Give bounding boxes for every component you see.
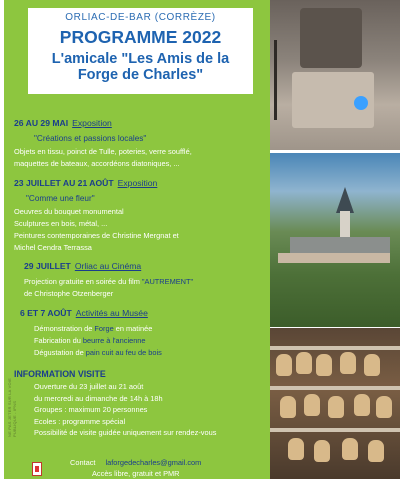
clog-shape	[280, 396, 296, 418]
visit-details: Ouverture du 23 juillet au 21 août du mercredi au dimanche de 14h à 18h Groupes : maximum 20 personnes Ecoles : programme spécial Possibilité de visite guidée uniquement sur rendez-vous	[34, 382, 217, 437]
section-may-exhibition	[14, 118, 272, 170]
section-summer-exhibition	[14, 178, 272, 254]
header-box	[26, 6, 255, 96]
event-date: 23 JUILLET AU 21 AOÛT	[14, 178, 114, 188]
forge-hood-shape	[300, 8, 362, 68]
event-link[interactable]: Orliac au Cinéma	[74, 261, 142, 271]
church-spire-shape	[336, 187, 354, 213]
side-notice: NE PAS JETER SUR LA VOIE PUBLIQUE - IPNS	[7, 378, 17, 437]
tool-shape	[274, 40, 277, 120]
place-label: ORLIAC-DE-BAR (CORRÈZE)	[65, 12, 216, 23]
section-museum	[14, 308, 272, 359]
section-heading	[20, 308, 272, 318]
clog-shape	[354, 394, 370, 416]
event-link[interactable]: Exposition	[72, 118, 112, 128]
fire-shape	[354, 96, 368, 110]
clogs-photo	[270, 328, 400, 479]
clog-shape	[276, 354, 292, 376]
event-description: Démonstration de Forge en matinée Fabrication du beurre à l'ancienne Dégustation de pain cuit au feu de bois	[34, 324, 162, 357]
event-description: Oeuvres du bouquet monumental Sculptures en bois, métal, ... Peintures contemporaines de Christine Mergnat et Michel Cendra Terrassa	[14, 207, 179, 252]
green-panel	[4, 0, 270, 479]
clog-shape	[288, 438, 304, 460]
shelf-shape	[270, 346, 400, 350]
association-title: L'amicale "Les Amis de la Forge de Charles"	[51, 51, 230, 83]
contact-block	[70, 457, 201, 479]
section-heading	[14, 178, 272, 188]
section-heading	[14, 118, 272, 128]
event-date: 6 ET 7 AOÛT	[20, 308, 72, 318]
programme-title: PROGRAMME 2022	[59, 27, 222, 47]
coat-of-arms-icon	[32, 462, 42, 476]
section-cinema	[14, 261, 272, 300]
event-date: 29 JUILLET	[24, 261, 71, 271]
clog-shape	[340, 352, 356, 374]
clog-shape	[368, 440, 384, 462]
section-heading	[24, 261, 272, 271]
event-link[interactable]: Activités au Musée	[75, 308, 148, 318]
forge-photo	[270, 0, 400, 150]
event-description: Projection gratuite en soirée du film "AUTREMENT" de Christophe Otzenberger	[24, 277, 194, 298]
event-subtitle: "Créations et passions locales"	[34, 134, 147, 143]
clog-shape	[328, 396, 344, 418]
clog-shape	[314, 440, 330, 462]
section-heading: INFORMATION VISITE	[14, 369, 106, 379]
event-subtitle: "Comme une fleur"	[26, 194, 95, 203]
access-info: Accès libre, gratuit et PMR	[92, 469, 180, 478]
clog-shape	[316, 354, 332, 376]
clog-shape	[376, 396, 392, 418]
clog-shape	[296, 352, 312, 374]
contact-label: Contact	[70, 458, 96, 467]
clog-shape	[304, 394, 320, 416]
contact-email[interactable]: laforgedecharles@gmail.com	[105, 458, 202, 467]
event-date: 26 AU 29 MAI	[14, 118, 69, 128]
clog-shape	[342, 438, 358, 460]
event-link[interactable]: Exposition	[117, 178, 158, 188]
section-visit-info	[14, 369, 272, 439]
clog-shape	[364, 354, 380, 376]
houses-shape	[278, 253, 390, 263]
event-description: Objets en tissu, poinct de Tulle, poteries, verre soufflé, maquettes de bateaux, accordéons diatoniques, ...	[14, 147, 192, 168]
shelf-shape	[270, 386, 400, 390]
shelf-shape	[270, 428, 400, 432]
village-church-photo	[270, 153, 400, 327]
